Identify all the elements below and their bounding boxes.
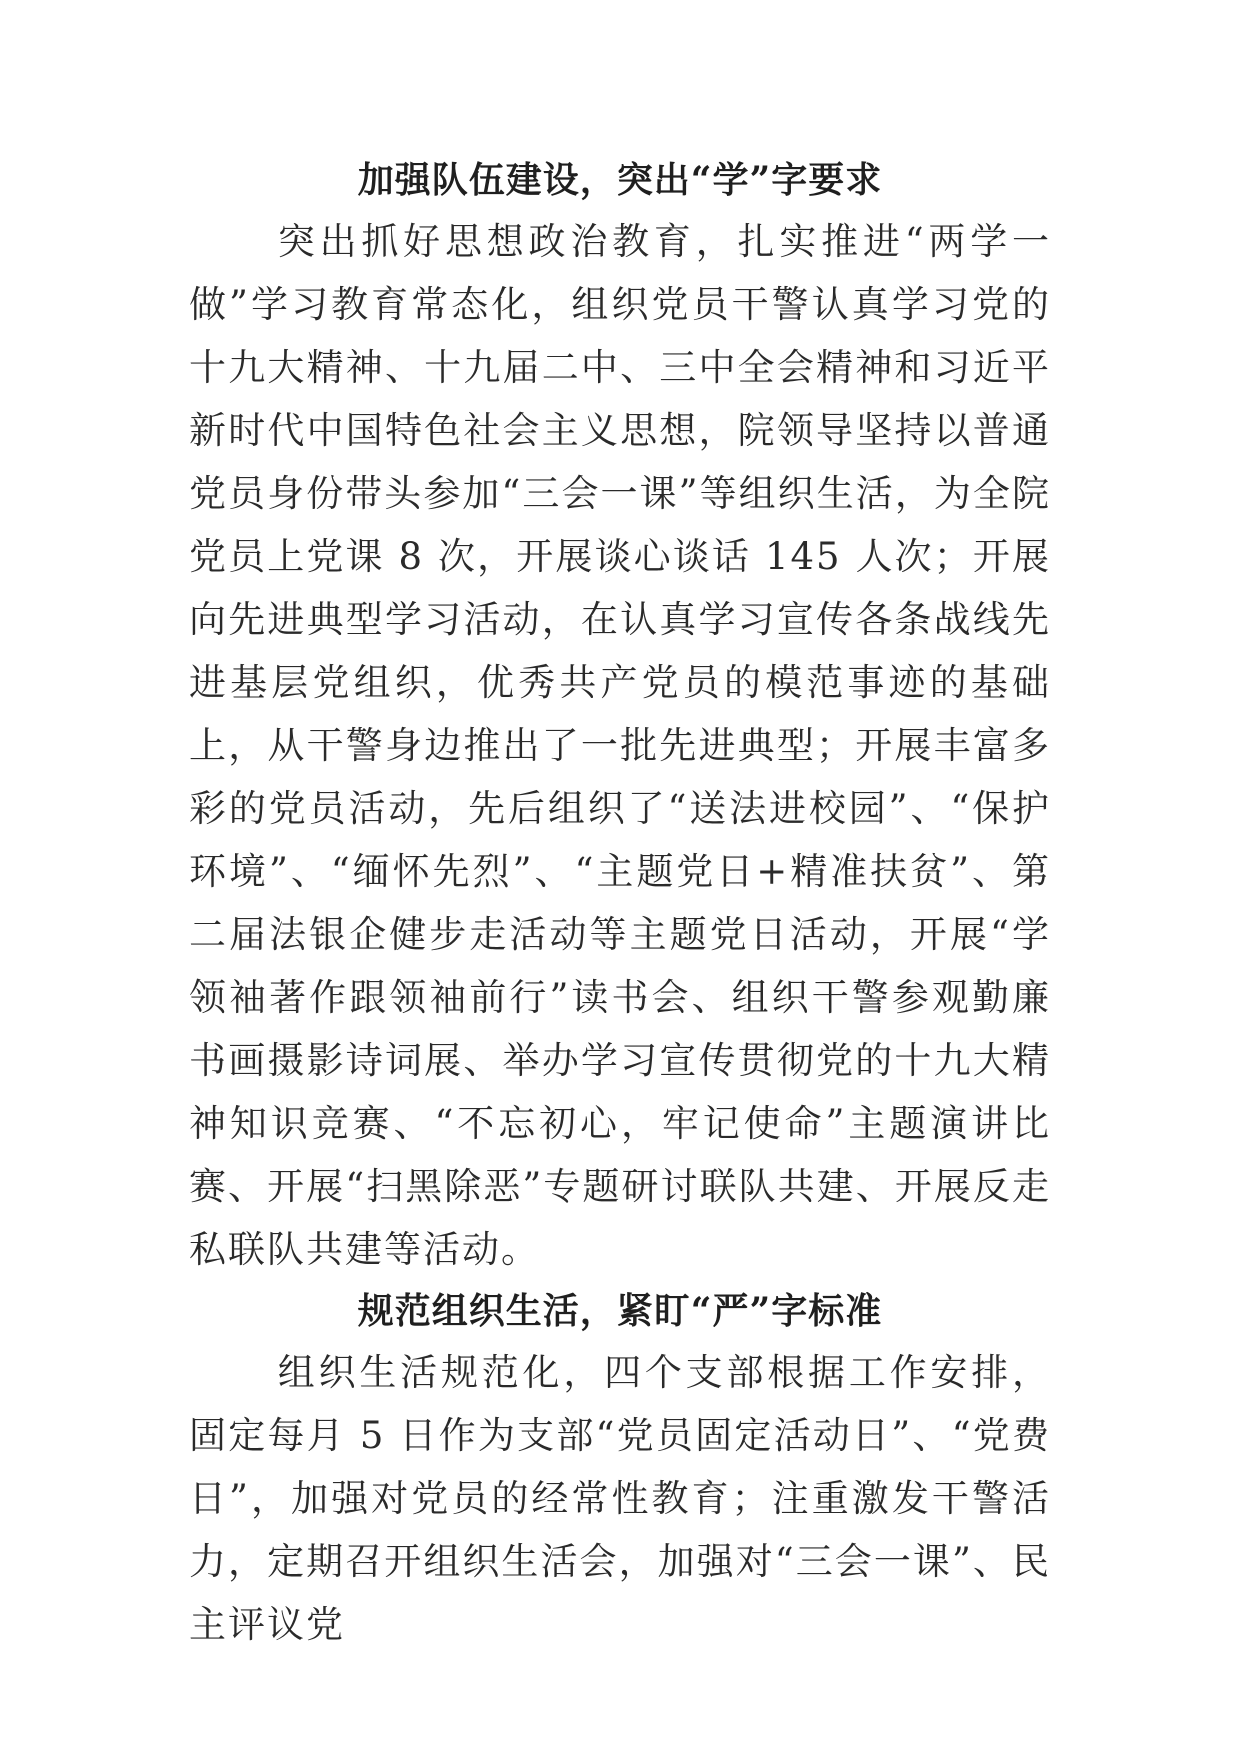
section-paragraph: 突出抓好思想政治教育，扎实推进“两学一做”学习教育常态化，组织党员干警认真学习党的十九大精神、十九届二中、三中全会精神和习近平新时代中国特色社会主义思想，院领导坚持以普通党员身份带头参加“三会一课”等组织生活，为全院党员上党课 8 次，开展谈心谈话 145 人次；开展向先进典型学习活动，在认真学习宣传各条战线先进基层党组织，优秀共产党员的模范事迹的基础上，从干警身边推出了一批先进典型；开展丰富多彩的党员活动，先后组织了“送法进校园”、“保护环境”、“缅怀先烈”、“主题党日+精准扶贫”、第二届法银企健步走活动等主题党日活动，开展“学领袖著作跟领袖前行”读书会、组织干警参观勤廉书画摄影诗词展、举办学习宣传贯彻党的十九大精神知识竞赛、“不忘初心，牢记使命”主题演讲比赛、开展“扫黑除恶”专题研讨联队共建、开展反走私联队共建等活动。 — [189, 220, 1051, 1271]
section-heading: 加强队伍建设，突出“学”字要求 — [357, 159, 883, 201]
section-organization-life — [189, 1281, 1051, 1656]
section-team-building — [189, 150, 1051, 1281]
section-heading: 规范组织生活，紧盯“严”字标准 — [357, 1290, 883, 1332]
document-page — [189, 150, 1051, 1656]
section-paragraph: 组织生活规范化，四个支部根据工作安排，固定每月 5 日作为支部“党员固定活动日”、“党费日”，加强对党员的经常性教育；注重激发干警活力，定期召开组织生活会，加强对“三会一课”、民主评议党 — [189, 1351, 1051, 1646]
